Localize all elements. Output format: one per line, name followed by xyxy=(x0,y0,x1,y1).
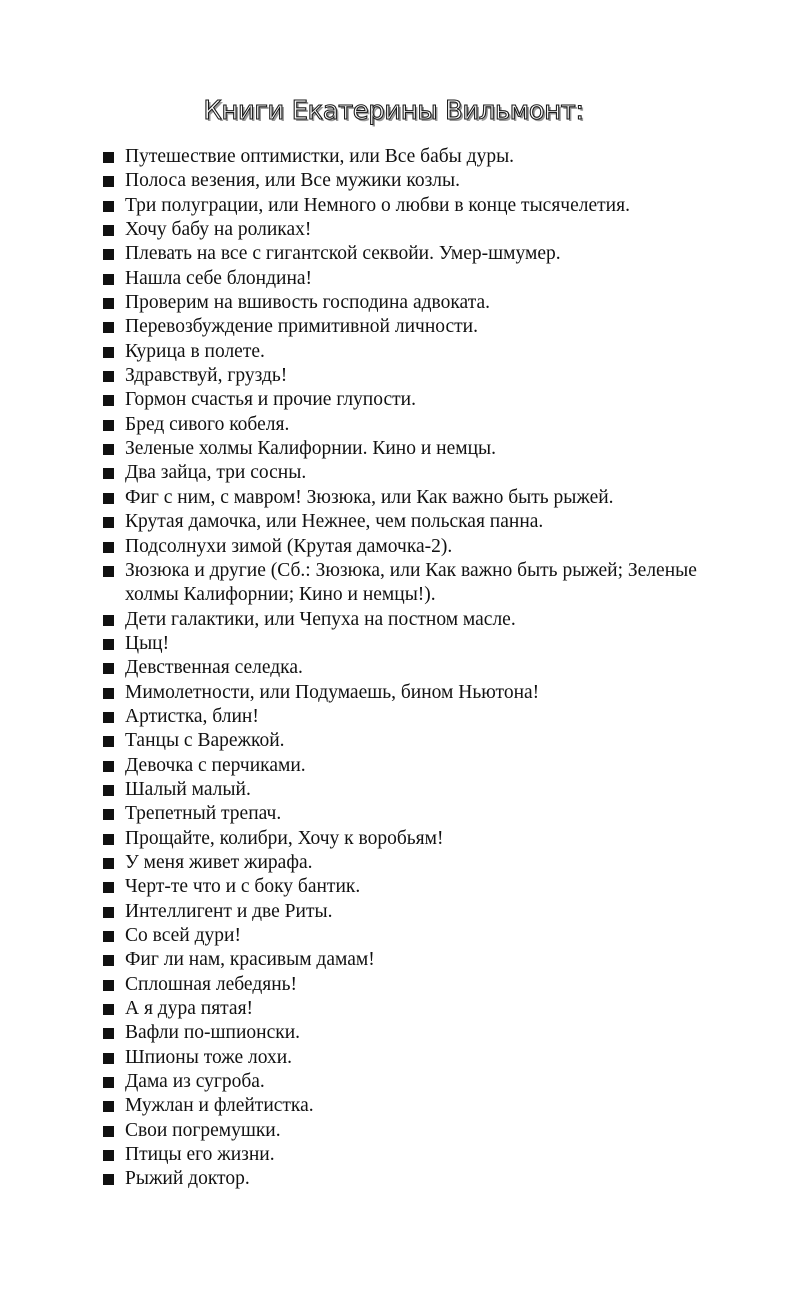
book-title: Путешествие оптимистки, или Все бабы дуры. xyxy=(125,146,515,167)
list-item xyxy=(102,608,742,632)
book-title: Нашла себе блондина! xyxy=(125,267,313,289)
list-item xyxy=(102,1094,742,1118)
book-title: Вафли по-шпионски. xyxy=(125,1022,301,1044)
list-item xyxy=(102,461,742,485)
square-bullet-icon xyxy=(103,1004,114,1015)
square-bullet-icon xyxy=(103,371,114,382)
square-bullet-icon xyxy=(103,176,114,187)
book-title: Свои погремушки. xyxy=(125,1119,281,1141)
book-title: Цыц! xyxy=(125,632,170,654)
book-title: Дама из сугроба. xyxy=(125,1071,265,1093)
list-item xyxy=(102,729,742,753)
list-item xyxy=(102,1021,742,1045)
square-bullet-icon xyxy=(103,347,114,358)
book-title: Три полуграции, или Немного о любви в конце тысячелетия. xyxy=(125,194,630,216)
book-title: Зюзюка и другие (Сб.: Зюзюка, или Как важно быть рыжей; Зеленые холмы Калифорнии; Кино и немцы!). xyxy=(125,559,697,606)
square-bullet-icon xyxy=(103,1053,114,1064)
list-item xyxy=(102,851,742,875)
square-bullet-icon xyxy=(103,420,114,431)
book-title: Шпионы тоже лохи. xyxy=(125,1046,293,1068)
list-item xyxy=(102,315,742,339)
square-bullet-icon xyxy=(103,955,114,966)
list-item xyxy=(102,997,742,1021)
list-item xyxy=(102,437,742,461)
book-title: Мужлан и флейтистка. xyxy=(125,1095,314,1117)
square-bullet-icon xyxy=(103,858,114,869)
list-item xyxy=(102,778,742,802)
square-bullet-icon xyxy=(103,663,114,674)
square-bullet-icon xyxy=(103,712,114,723)
square-bullet-icon xyxy=(103,201,114,212)
book-title: Сплошная лебедянь! xyxy=(125,973,298,995)
book-title: Шалый малый. xyxy=(125,778,251,800)
book-title: Интеллигент и две Риты. xyxy=(125,900,333,922)
list-item xyxy=(102,1070,742,1094)
book-title: Со всей дури! xyxy=(125,925,241,946)
list-item xyxy=(102,145,742,169)
list-item xyxy=(102,681,742,705)
list-item xyxy=(102,559,742,608)
list-item xyxy=(102,973,742,997)
list-item xyxy=(102,194,742,218)
book-title: Подсолнухи зимой (Крутая дамочка-2). xyxy=(125,535,453,557)
book-title: Артистка, блин! xyxy=(125,705,259,727)
book-title: У меня живет жирафа. xyxy=(125,851,313,873)
book-title: Курица в полете. xyxy=(125,340,265,362)
list-item xyxy=(102,656,742,680)
book-title: Гормон счастья и прочие глупости. xyxy=(125,389,416,411)
square-bullet-icon xyxy=(103,907,114,918)
book-title: Бред сивого кобеля. xyxy=(125,413,290,435)
book-title: Проверим на вшивость господина адвоката. xyxy=(125,292,490,314)
book-title: Рыжий доктор. xyxy=(125,1168,250,1190)
book-title: Хочу бабу на роликах! xyxy=(125,219,312,241)
square-bullet-icon xyxy=(103,468,114,479)
list-item xyxy=(102,364,742,388)
square-bullet-icon xyxy=(103,152,114,163)
list-item xyxy=(102,340,742,364)
book-title: Здравствуй, груздь! xyxy=(125,365,288,387)
square-bullet-icon xyxy=(103,225,114,236)
book-title: Фиг с ним, с мавром! Зюзюка, или Как важно быть рыжей. xyxy=(125,486,614,508)
square-bullet-icon xyxy=(103,322,114,333)
list-item xyxy=(102,388,742,412)
list-item xyxy=(102,169,742,193)
book-title: Девочка с перчиками. xyxy=(125,754,306,776)
list-item xyxy=(102,510,742,534)
book-title: Фиг ли нам, красивым дамам! xyxy=(125,949,375,971)
square-bullet-icon xyxy=(103,834,114,845)
square-bullet-icon xyxy=(103,1101,114,1112)
list-item xyxy=(102,875,742,899)
list-item xyxy=(102,535,742,559)
list-item xyxy=(102,1167,742,1191)
list-item xyxy=(102,924,742,948)
book-title: Мимолетности, или Подумаешь, бином Ньютона! xyxy=(125,681,540,703)
list-item xyxy=(102,827,742,851)
book-title: Девственная селедка. xyxy=(125,657,303,679)
square-bullet-icon xyxy=(103,980,114,991)
list-item xyxy=(102,802,742,826)
square-bullet-icon xyxy=(103,1126,114,1137)
square-bullet-icon xyxy=(103,615,114,626)
list-item xyxy=(102,948,742,972)
square-bullet-icon xyxy=(103,249,114,260)
square-bullet-icon xyxy=(103,809,114,820)
list-item xyxy=(102,291,742,315)
book-title: Трепетный трепач. xyxy=(125,803,282,825)
book-title: Перевозбуждение примитивной личности. xyxy=(125,316,478,338)
list-item xyxy=(102,1046,742,1070)
square-bullet-icon xyxy=(103,1077,114,1088)
book-title: Два зайца, три сосны. xyxy=(125,462,307,484)
square-bullet-icon xyxy=(103,761,114,772)
list-item xyxy=(102,486,742,510)
list-item xyxy=(102,1119,742,1143)
list-item xyxy=(102,632,742,656)
square-bullet-icon xyxy=(103,542,114,553)
book-title: Крутая дамочка, или Нежнее, чем польская панна. xyxy=(125,511,544,533)
square-bullet-icon xyxy=(103,1174,114,1185)
square-bullet-icon xyxy=(103,493,114,504)
square-bullet-icon xyxy=(103,444,114,455)
square-bullet-icon xyxy=(103,882,114,893)
book-title: А я дура пятая! xyxy=(125,998,254,1020)
square-bullet-icon xyxy=(103,566,114,577)
square-bullet-icon xyxy=(103,395,114,406)
list-item xyxy=(102,413,742,437)
square-bullet-icon xyxy=(103,274,114,285)
list-item xyxy=(102,754,742,778)
book-title: Дети галактики, или Чепуха на постном масле. xyxy=(125,608,516,630)
page-title: Книги Екатерины Вильмонт: xyxy=(203,96,584,126)
square-bullet-icon xyxy=(103,931,114,942)
list-item xyxy=(102,900,742,924)
book-title: Плевать на все с гигантской секвойи. Умер-шмумер. xyxy=(125,243,561,265)
book-title: Полоса везения, или Все мужики козлы. xyxy=(125,170,460,192)
square-bullet-icon xyxy=(103,785,114,796)
square-bullet-icon xyxy=(103,1028,114,1039)
book-title: Птицы его жизни. xyxy=(125,1144,275,1166)
book-title: Прощайте, колибри, Хочу к воробьям! xyxy=(125,827,444,849)
list-item xyxy=(102,1143,742,1167)
book-title: Зеленые холмы Калифорнии. Кино и немцы. xyxy=(125,438,497,460)
list-item xyxy=(102,267,742,291)
book-title: Черт-те что и с боку бантик. xyxy=(125,876,361,898)
square-bullet-icon xyxy=(103,736,114,747)
list-item xyxy=(102,218,742,242)
square-bullet-icon xyxy=(103,688,114,699)
square-bullet-icon xyxy=(103,517,114,528)
square-bullet-icon xyxy=(103,639,114,650)
square-bullet-icon xyxy=(103,1150,114,1161)
book-title: Танцы с Варежкой. xyxy=(125,730,285,752)
square-bullet-icon xyxy=(103,298,114,309)
list-item xyxy=(102,705,742,729)
list-item xyxy=(102,242,742,266)
book-list xyxy=(102,145,742,1192)
